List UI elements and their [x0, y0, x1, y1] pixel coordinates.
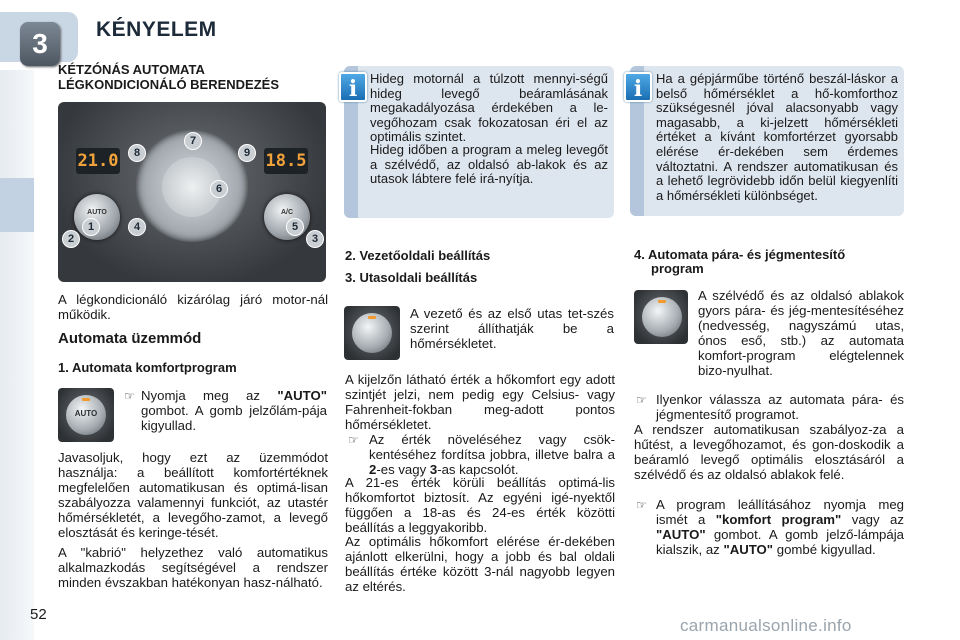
side-strip-accent	[0, 178, 34, 232]
driver-side-heading: 2. Vezetőoldali beállítás	[345, 248, 491, 263]
pointing-hand-icon: ☞	[636, 498, 647, 512]
auto-mode-paragraph-1: Javasoljuk, hogy ezt az üzemmódot használja: a beállított komfortértéknek megfelelően automatikusan és optimá-lisan szabályozza valamennyi funkciót, az utastér hőmérsékletét, a levegőho-zamot, a levegő elosztását és keringe-tését.	[58, 450, 328, 540]
adjust-instruction-mid: -es vagy	[376, 462, 427, 477]
intro-text: A légkondicionáló kizárólag járó motor-nál működik.	[58, 292, 328, 322]
adjust-instruction-post: -as kapcsolót.	[437, 462, 519, 477]
defrost-stop-instruction	[656, 497, 904, 557]
adjust-instruction-pre: Az érték növeléséhez vagy csök-kentéséhez fordítsa jobbra, illetve balra a	[369, 432, 615, 462]
temperature-knob-image	[344, 306, 400, 360]
chapter-tab	[0, 12, 78, 62]
right-temperature-display: 18.5	[264, 148, 308, 174]
section-title-line1: KÉTZÓNÁS AUTOMATA	[58, 62, 205, 77]
optimal-setting-paragraph: A 21-es érték körüli beállítás optimá-lis hőkomfortot biztosít. Az egyéni igé-nyektől függően a 18-as és 24-es érték közötti beállítás a leggyakoribb.	[345, 475, 615, 535]
section-title	[58, 62, 338, 92]
auto-instruction-pre: Nyomja meg az	[141, 388, 260, 403]
left-knob-label: AUTO	[87, 209, 107, 216]
callout-3: 3	[306, 230, 324, 248]
callout-2: 2	[62, 230, 80, 248]
auto-button-label: AUTO	[74, 409, 98, 418]
automatic-mode-heading: Automata üzemmód	[58, 330, 202, 347]
callout-6: 6	[210, 180, 228, 198]
display-value-paragraph: A kijelzőn látható érték a hőkomfort egy adott szintjét jelzi, nem pedig egy Celsius- vagy Fahrenheit-fokban meg-adott pontos hőmérsékletet.	[345, 372, 615, 432]
stop-pre: A program leállításához nyomja meg ismét a	[656, 497, 904, 527]
auto-instruction-post: gombot. A gomb jelzőlám-pája kigyullad.	[141, 403, 327, 433]
adjust-instruction-num2: 2	[369, 462, 377, 477]
difference-paragraph: Az optimális hőkomfort elérése ér-dekében ajánlott elkerülni, hogy a jobb és bal oldali beállítás értéke között 3-nál nagyobb legyen az eltérés.	[345, 534, 615, 594]
page-number: 52	[30, 606, 47, 623]
defrost-button-ring	[642, 297, 682, 337]
passenger-side-heading: 3. Utasoldali beállítás	[345, 270, 478, 285]
auto-button-led	[82, 398, 90, 401]
defrost-system-paragraph: A rendszer automatikusan szabályoz-za a hűtést, a levegőhozamot, és gon-doskodik a beáramló levegő optimális elosztásáról a szélvédő és az oldalsó ablakok felé.	[634, 422, 904, 482]
info-cold-weather-text: Hideg időben a program a meleg levegőt a szélvédő, az oldalsó ab-lakok és az utasok lábtere felé irá-nyítja.	[370, 142, 608, 187]
callout-7: 7	[184, 132, 202, 150]
temperature-side-text: A vezető és az első utas tet-szés szerint állíthatják be a hőmérsékletet.	[410, 306, 614, 351]
section-title-line2: LÉGKONDICIONÁLÓ BERENDEZÉS	[58, 77, 280, 92]
callout-8: 8	[128, 144, 146, 162]
defrost-select-instruction: Ilyenkor válassza az automata pára- és jégmentesítő programot.	[656, 392, 904, 422]
stop-mid-1: vagy az	[851, 512, 904, 527]
defrost-button-image	[634, 290, 688, 344]
info-temperature-text: Ha a gépjárműbe történő beszál-láskor a belső hőmérséklet a hő-komforthoz szükségesnél jóval alacsonyabb vagy magasabb, a ki-jelzett hőmérsékleti értéket a kívánt komfortérzet gyorsabb elérése ér-dekében sem érdemes változtatni. A rendszer automatikusan és a lehető legrövidebb időn belül kiegyenlíti a hőmérsékleti különbséget.	[656, 71, 898, 203]
callout-4: 4	[128, 218, 146, 236]
right-knob-label: A/C	[280, 209, 294, 216]
auto-instruction-bold: "AUTO"	[277, 388, 327, 403]
stop-post: gombé kigyullad.	[776, 542, 876, 557]
pointing-hand-icon: ☞	[124, 389, 135, 403]
adjust-instruction	[369, 432, 615, 477]
stop-bold-2: "AUTO"	[656, 527, 706, 542]
auto-button-image	[58, 388, 114, 442]
defrost-heading-line2: program	[651, 261, 704, 276]
temperature-knob-led	[368, 316, 376, 319]
defrost-program-heading	[634, 248, 845, 276]
pointing-hand-icon: ☞	[636, 393, 647, 407]
side-strip	[0, 70, 34, 640]
defrost-side-text: A szélvédő és az oldalsó ablakok gyors pára- és jég-mentesítéséhez (nedvesség, nagyszámú utas, ónos eső, stb.) az automata komfort-program elégtelennek bizo-nyulhat.	[698, 288, 904, 378]
comfort-program-heading: 1. Automata komfortprogram	[58, 360, 237, 375]
chapter-number: 3	[20, 22, 60, 66]
defrost-heading-line1: 4. Automata pára- és jégmentesítő	[634, 247, 846, 262]
info-icon: i	[339, 72, 367, 102]
defrost-button-led	[658, 300, 666, 303]
callout-1: 1	[82, 218, 100, 236]
page-title: KÉNYELEM	[96, 18, 217, 41]
climate-control-panel-image	[58, 102, 326, 282]
auto-instruction	[141, 388, 327, 433]
auto-mode-paragraph-2: A "kabrió" helyzethez való automatikus alkalmazkodás segítségével a rendszer minden évszakban hatékonyan hasz-nálható.	[58, 545, 328, 590]
pointing-hand-icon: ☞	[348, 433, 359, 447]
right-ac-knob	[264, 194, 310, 240]
left-temperature-display: 21.0	[76, 148, 120, 174]
callout-5: 5	[286, 218, 304, 236]
callout-9: 9	[238, 144, 256, 162]
info-cold-engine-text: Hideg motornál a túlzott mennyi-ségű hideg levegő beáramlásának megakadályozása érdekében a le-vegőhozam csak fokozatosan éri el az optimális szintet.	[370, 71, 608, 145]
info-icon: i	[624, 72, 652, 102]
stop-bold-1: "komfort program"	[715, 512, 842, 527]
stop-bold-3: "AUTO"	[723, 542, 774, 557]
temperature-knob-ring	[352, 313, 392, 353]
watermark: carmanualsonline.info	[680, 616, 852, 635]
adjust-instruction-num3: 3	[429, 462, 438, 477]
stop-mid-2: gombot. A gomb jelző-lámpája kialszik, az	[656, 527, 904, 557]
